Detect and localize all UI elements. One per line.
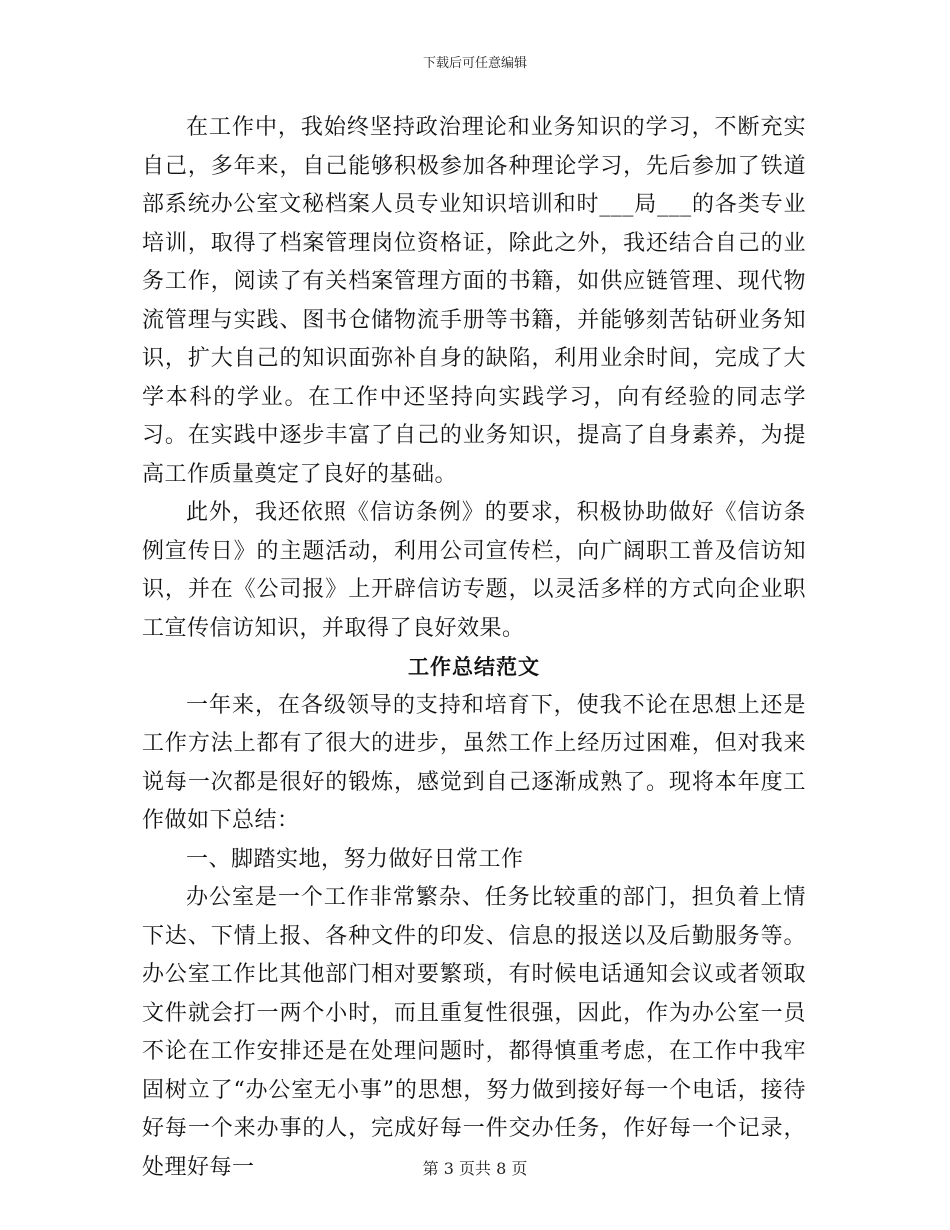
document-body <box>142 109 806 1187</box>
page-number: 第 3 页共 8 页 <box>422 1159 528 1178</box>
page-header-note: 下载后可任意编辑 <box>422 56 527 71</box>
paragraph-study: 在工作中，我始终坚持政治理论和业务知识的学习，不断充实自己，多年来，自己能够积极参加各种理论学习，先后参加了铁道部系统办公室文秘档案人员专业知识培训和时___局___的各类专业培训，取得了档案管理岗位资格证，除此之外，我还结合自己的业务工作，阅读了有关档案管理方面的书籍，如供应链管理、现代物流管理与实践、图书仓储物流手册等书籍，并能够刻苦钻研业务知识，扩大自己的知识面弥补自身的缺陷，利用业余时间，完成了大学本科的学业。在工作中还坚持向实践学习，向有经验的同志学习。在实践中逐步丰富了自己的业务知识，提高了自身素养，为提高工作质量奠定了良好的基础。 <box>142 115 806 487</box>
paragraph-intro: 一年来，在各级领导的支持和培育下，使我不论在思想上还是工作方法上都有了很大的进步，虽然工作上经历过困难，但对我来说每一次都是很好的锻炼，感觉到自己逐渐成熟了。现将本年度工作做如下总结： <box>142 692 806 833</box>
paragraph-petition: 此外，我还依照《信访条例》的要求，积极协助做好《信访条例宣传日》的主题活动，利用公司宣传栏，向广阔职工普及信访知识，并在《公司报》上开辟信访专题，以灵活多样的方式向企业职工宣传信访知识，并取得了良好效果。 <box>142 500 806 641</box>
section-title: 工作总结范文 <box>408 654 540 679</box>
paragraph-office-work: 办公室是一个工作非常繁杂、任务比较重的部门，担负着上情下达、下情上报、各种文件的印发、信息的报送以及后勤服务等。办公室工作比其他部门相对要繁琐，有时候电话通知会议或者领取文件就会打一两个小时，而且重复性很强，因此，作为办公室一员不论在工作安排还是在处理问题时，都得慎重考虑，在工作中我牢固树立了“办公室无小事”的思想，努力做到接好每一个电话，接待好每一个来办事的人，完成好每一件交办任务，作好每一个记录，处理好每一 <box>142 885 806 1180</box>
subheading-daily-work: 一、脚踏实地，努力做好日常工作 <box>186 846 524 872</box>
